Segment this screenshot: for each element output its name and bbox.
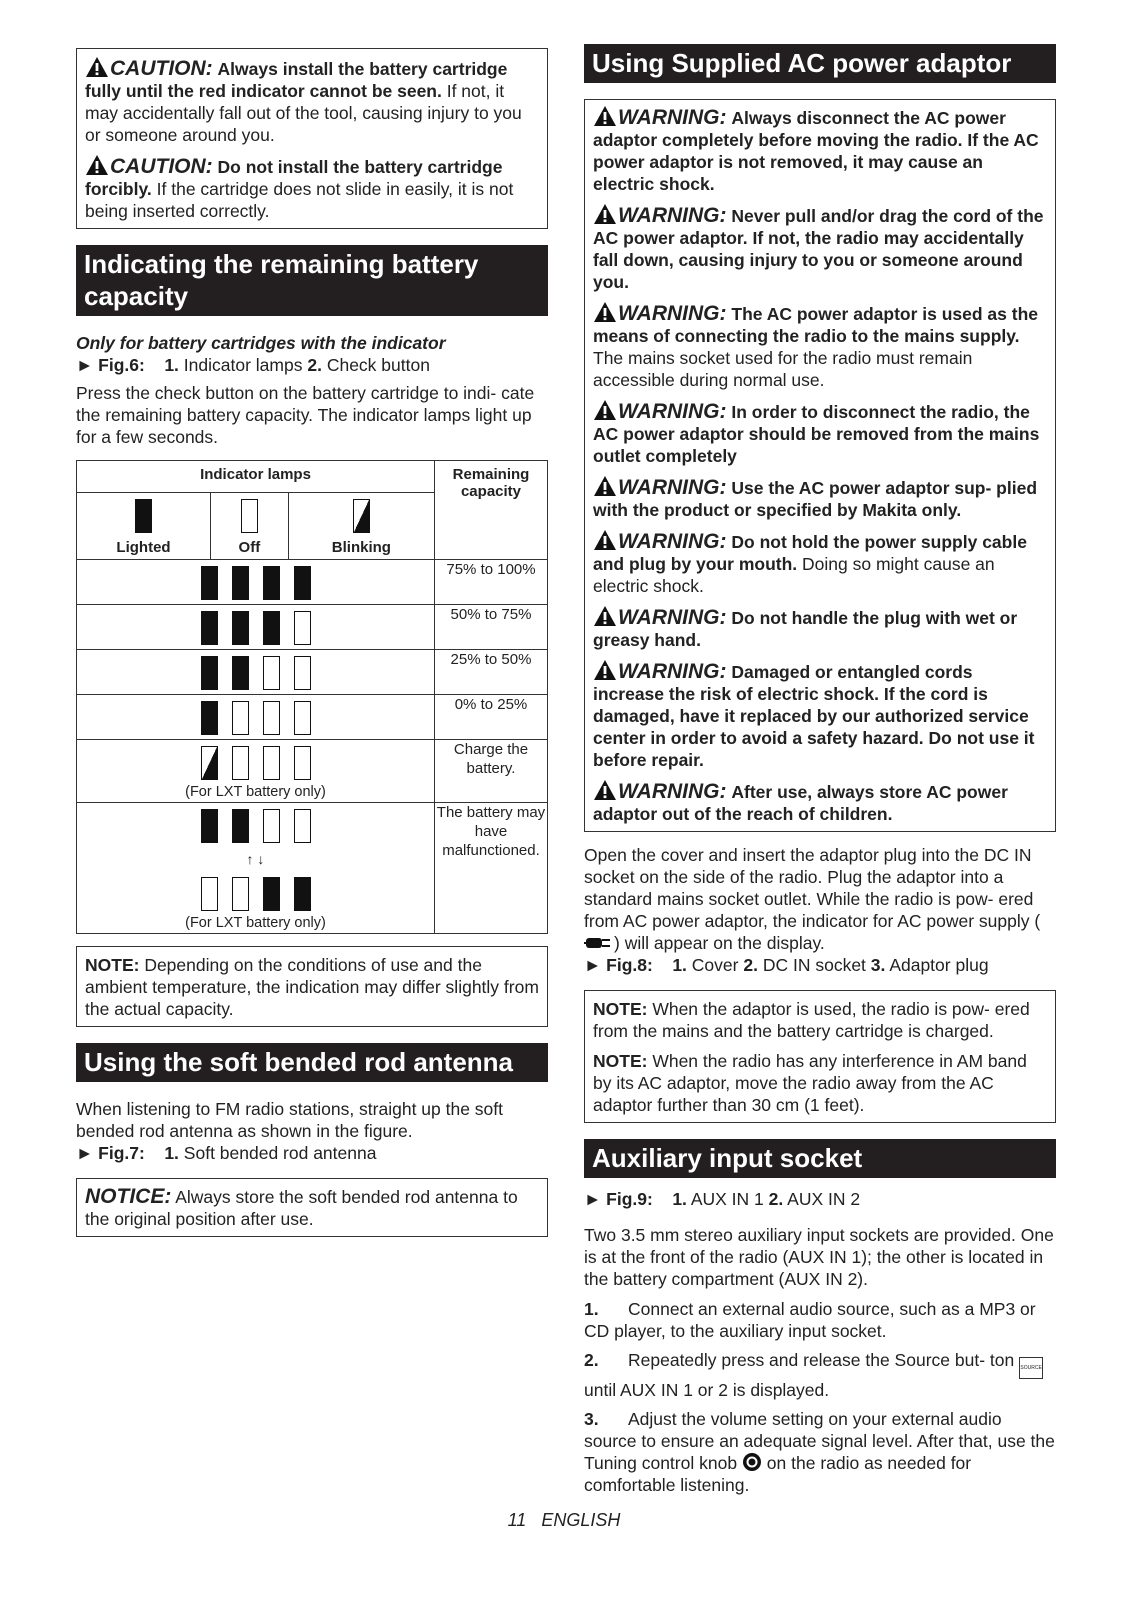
lamp-off-icon — [232, 877, 249, 911]
lamps-cell — [77, 605, 435, 650]
warning-triangle-icon — [593, 475, 617, 497]
capacity-cell: 0% to 25% — [435, 695, 548, 740]
lxt-note: (For LXT battery only) — [185, 784, 326, 800]
battery-row — [77, 650, 548, 695]
caution-label: CAUTION: — [110, 155, 213, 178]
step-number: 2. — [584, 1350, 599, 1370]
footer-language: ENGLISH — [541, 1510, 621, 1530]
warning-text: Doing so might cause an electric shock. — [593, 554, 995, 596]
fig-ref: ► Fig.8: — [584, 955, 653, 975]
lamps-cell — [77, 650, 435, 695]
note-box — [76, 946, 548, 1027]
left-column — [76, 44, 548, 1237]
warning-label: WARNING: — [618, 606, 727, 629]
right-column — [584, 44, 1056, 1503]
battery-rows — [77, 560, 548, 934]
caution-1 — [85, 56, 539, 146]
legend-off — [211, 493, 289, 560]
legend-blinking — [288, 493, 434, 560]
header-indicator-lamps: Indicator lamps — [77, 461, 435, 493]
page-number: 11 — [507, 1510, 527, 1530]
fig-item-text: DC IN socket — [762, 955, 866, 975]
notice-text: Always store the soft bended rod antenna to the original position after use. — [85, 1187, 518, 1229]
lamp-blinking-icon — [201, 746, 218, 780]
fig-item-num: 3. — [870, 955, 886, 975]
lamp-blinking-icon — [353, 499, 370, 533]
warning-bold: Damaged or entangled cords increase the risk of electric shock. If the cord is damaged, have it replaced by our authorized service center in order to avoid a safety hazard. Do not use it before repair. — [593, 662, 1035, 770]
warning-triangle-icon — [593, 659, 617, 681]
warning-2 — [593, 203, 1047, 293]
step-number: 3. — [584, 1409, 599, 1429]
fig9-reference — [584, 1188, 1056, 1210]
note-text: When the radio has any interference in AM band by its AC adaptor, move the radio away from the AC adaptor further than 30 cm (1 feet). — [593, 1051, 1027, 1115]
note-label: NOTE: — [593, 999, 648, 1019]
battery-body: Press the check button on the battery cartridge to indi- cate the remaining battery capacity. The indicator lamps light up for a few seconds. — [76, 383, 535, 447]
warning-bold: In order to disconnect the radio, the AC power adaptor should be removed from the mains outlet completely — [593, 402, 1040, 466]
step-text: until AUX IN 1 or 2 is displayed. — [584, 1380, 830, 1400]
lamp-off-icon — [294, 656, 311, 690]
warning-8 — [593, 659, 1047, 771]
lamp-off-icon — [201, 877, 218, 911]
warning-text: The mains socket used for the radio must remain accessible during normal use. — [593, 348, 973, 390]
warning-7 — [593, 605, 1047, 651]
antenna-section-heading: Using the soft bended rod antenna — [76, 1043, 548, 1082]
lamp-lighted-icon — [232, 809, 249, 843]
caution-box — [76, 48, 548, 229]
step-text: Adjust the volume setting on your external audio source to ensure an adequate signal level. After that, use the Tuning control knob — [584, 1409, 1055, 1473]
ac-body-text: Open the cover and insert the adaptor plug into the DC IN socket on the side of the radio. Plug the adaptor into a standard mains socket outlet. While the radio is pow- ered from AC power adaptor, the indicator for AC power supply ( — [584, 845, 1041, 931]
fig-ref: ► Fig.6: — [76, 355, 145, 375]
lamp-off-icon — [263, 809, 280, 843]
lamp-off-icon — [263, 701, 280, 735]
step-text: on the radio as needed for comfortable listening. — [584, 1453, 972, 1495]
lamp-lighted-icon — [201, 656, 218, 690]
lamp-off-icon — [263, 656, 280, 690]
ac-body — [584, 844, 1056, 954]
fig-item-text: AUX IN 2 — [787, 1189, 861, 1209]
lamp-lighted-icon — [201, 566, 218, 600]
battery-row — [77, 695, 548, 740]
battery-section-heading: Indicating the remaining battery capacity — [76, 245, 548, 316]
fig-item-num: 2. — [768, 1189, 784, 1209]
warning-3 — [593, 301, 1047, 391]
step-text: Connect an external audio source, such as a MP3 or CD player, to the auxiliary input socket. — [584, 1299, 1036, 1341]
fig-item-text: AUX IN 1 — [690, 1189, 764, 1209]
warning-bold: Do not hold the power supply cable and plug by your mouth. — [593, 532, 1027, 574]
fig-item-num: 1. — [164, 355, 179, 375]
warning-9 — [593, 779, 1047, 825]
lamps-cell — [77, 560, 435, 605]
warning-5 — [593, 475, 1047, 521]
fig-item-num: 1. — [672, 1189, 687, 1209]
lamp-group — [77, 695, 434, 739]
legend-label: Blinking — [331, 539, 391, 556]
aux-body: Two 3.5 mm stereo auxiliary input sockets are provided. One is at the front of the radio (AUX IN 1); the other is located in the battery compartment (AUX IN 2). — [584, 1225, 1054, 1289]
capacity-cell: 75% to 100% — [435, 560, 548, 605]
fig6-reference — [76, 354, 548, 376]
antenna-body: When listening to FM radio stations, straight up the soft bended rod antenna as shown in the figure. — [76, 1099, 504, 1141]
ac-section-heading: Using Supplied AC power adaptor — [584, 44, 1056, 83]
lamp-group — [77, 560, 434, 604]
warning-1 — [593, 105, 1047, 195]
warning-bold: Do not handle the plug with wet or greasy hand. — [593, 608, 1018, 650]
battery-row — [77, 560, 548, 605]
step-3 — [584, 1408, 1056, 1496]
notice-label: NOTICE: — [85, 1185, 172, 1208]
note-text: Depending on the conditions of use and the ambient temperature, the indication may differ slightly from the actual capacity. — [85, 955, 539, 1019]
step-number: 1. — [584, 1299, 599, 1319]
capacity-cell: 50% to 75% — [435, 605, 548, 650]
fig8-reference — [584, 954, 1056, 976]
page-footer — [0, 1510, 1128, 1531]
warning-label: WARNING: — [618, 660, 727, 683]
note-label: NOTE: — [85, 955, 140, 975]
capacity-cell: 25% to 50% — [435, 650, 548, 695]
lxt-note: (For LXT battery only) — [185, 915, 326, 931]
caution-text: If the cartridge does not slide in easily, it is not being inserted correctly. — [85, 179, 514, 221]
warning-box — [584, 99, 1056, 832]
source-button-icon: SOURCE — [1019, 1357, 1043, 1379]
lamp-off-icon — [232, 746, 249, 780]
ac-body-text: ) will appear on the display. — [614, 933, 825, 953]
caution-2 — [85, 154, 539, 222]
fig-ref: ► Fig.7: — [76, 1143, 145, 1163]
fig-item-text: Adaptor plug — [889, 955, 989, 975]
warning-bold: Always disconnect the AC power adaptor completely before moving the radio. If the AC power adaptor is not removed, it may cause an electric shock. — [593, 108, 1039, 194]
lamp-off-icon — [241, 499, 258, 533]
lamp-lighted-icon — [135, 499, 152, 533]
lamp-lighted-icon — [263, 877, 280, 911]
warning-6 — [593, 529, 1047, 597]
legend-label: Off — [238, 539, 261, 556]
lamp-group — [77, 740, 434, 784]
lamp-lighted-icon — [232, 611, 249, 645]
fig-item-text: Soft bended rod antenna — [183, 1143, 377, 1163]
caution-bold: Do not install the battery cartridge forcibly. — [85, 157, 503, 199]
lamp-off-icon — [294, 746, 311, 780]
lamp-lighted-icon — [201, 809, 218, 843]
battery-subheading: Only for battery cartridges with the indicator — [76, 333, 446, 353]
warning-label: WARNING: — [618, 106, 727, 129]
battery-row — [77, 803, 548, 934]
lamp-group — [77, 803, 434, 847]
warning-triangle-icon — [85, 56, 109, 78]
fig-item-num: 1. — [164, 1143, 179, 1163]
lamp-off-icon — [232, 701, 249, 735]
battery-indicator-table — [76, 460, 548, 934]
warning-triangle-icon — [593, 399, 617, 421]
warning-bold: Never pull and/or drag the cord of the AC power adaptor. If not, the radio may accidentally fall down, causing injury to you or someone around you. — [593, 206, 1044, 292]
fig-item-num: 2. — [307, 355, 322, 375]
warning-triangle-icon — [593, 203, 617, 225]
lamp-off-icon — [294, 809, 311, 843]
lamp-group — [77, 871, 434, 915]
lamp-group — [77, 605, 434, 649]
notice — [85, 1186, 539, 1230]
step-text: Repeatedly press and release the Source but- ton — [628, 1350, 1015, 1370]
note — [85, 954, 539, 1020]
warning-bold: The AC power adaptor is used as the means of connecting the radio to the mains supply. — [593, 304, 1039, 346]
lamp-lighted-icon — [263, 611, 280, 645]
warning-triangle-icon — [593, 301, 617, 323]
note — [593, 1050, 1047, 1116]
legend-lighted — [77, 493, 211, 560]
header-remaining-capacity: Remaining capacity — [435, 461, 548, 560]
ac-note-box — [584, 990, 1056, 1123]
battery-row — [77, 740, 548, 803]
warning-label: WARNING: — [618, 530, 727, 553]
lamp-alternating-arrows: ↑ ↓ — [246, 851, 265, 867]
capacity-cell: The battery may have malfunctioned. — [435, 803, 548, 934]
legend-label: Lighted — [116, 539, 171, 556]
lamps-cell — [77, 803, 435, 934]
aux-steps — [584, 1298, 1056, 1496]
note-text: When the adaptor is used, the radio is pow- ered from the mains and the battery cartridge is charged. — [593, 999, 1030, 1041]
lamp-off-icon — [294, 611, 311, 645]
warning-label: WARNING: — [618, 476, 727, 499]
warning-triangle-icon — [593, 605, 617, 627]
warning-triangle-icon — [593, 529, 617, 551]
warning-triangle-icon — [593, 779, 617, 801]
fig-item-num: 2. — [743, 955, 758, 975]
lamp-lighted-icon — [232, 656, 249, 690]
fig-item-text: Cover — [691, 955, 739, 975]
warning-4 — [593, 399, 1047, 467]
lamp-lighted-icon — [294, 566, 311, 600]
warning-triangle-icon — [85, 154, 109, 176]
lamp-lighted-icon — [201, 701, 218, 735]
lamp-group — [77, 650, 434, 694]
step-1 — [584, 1298, 1056, 1342]
fig7-reference — [76, 1142, 548, 1164]
capacity-cell: Charge the battery. — [435, 740, 548, 803]
caution-bold: Always install the battery cartridge fully until the red indicator cannot be seen. — [85, 59, 508, 101]
warning-label: WARNING: — [618, 780, 727, 803]
warning-bold: Use the AC power adaptor sup- plied with the product or specified by Makita only. — [593, 478, 1038, 520]
lamp-lighted-icon — [263, 566, 280, 600]
lamp-off-icon — [263, 746, 280, 780]
fig-item-text: Indicator lamps — [183, 355, 303, 375]
warning-label: WARNING: — [618, 302, 727, 325]
note — [593, 998, 1047, 1042]
lamp-off-icon — [294, 701, 311, 735]
note-label: NOTE: — [593, 1051, 648, 1071]
caution-label: CAUTION: — [110, 57, 213, 80]
warning-label: WARNING: — [618, 400, 727, 423]
fig-ref: ► Fig.9: — [584, 1189, 653, 1209]
aux-section-heading: Auxiliary input socket — [584, 1139, 1056, 1178]
fig-item-text: Check button — [326, 355, 430, 375]
ac-plug-icon — [584, 935, 614, 951]
warning-bold: After use, always store AC power adaptor out of the reach of children. — [593, 782, 1008, 824]
lamp-lighted-icon — [294, 877, 311, 911]
notice-box — [76, 1178, 548, 1237]
fig-item-num: 1. — [672, 955, 687, 975]
lamp-lighted-icon — [201, 611, 218, 645]
caution-text: If not, it may accidentally fall out of the tool, causing injury to you or someone around you. — [85, 81, 522, 145]
warning-triangle-icon — [593, 105, 617, 127]
battery-row — [77, 605, 548, 650]
tuning-knob-icon — [742, 1452, 762, 1472]
lamps-cell — [77, 740, 435, 803]
lamp-lighted-icon — [232, 566, 249, 600]
warning-label: WARNING: — [618, 204, 727, 227]
lamps-cell — [77, 695, 435, 740]
step-2 — [584, 1349, 1056, 1401]
